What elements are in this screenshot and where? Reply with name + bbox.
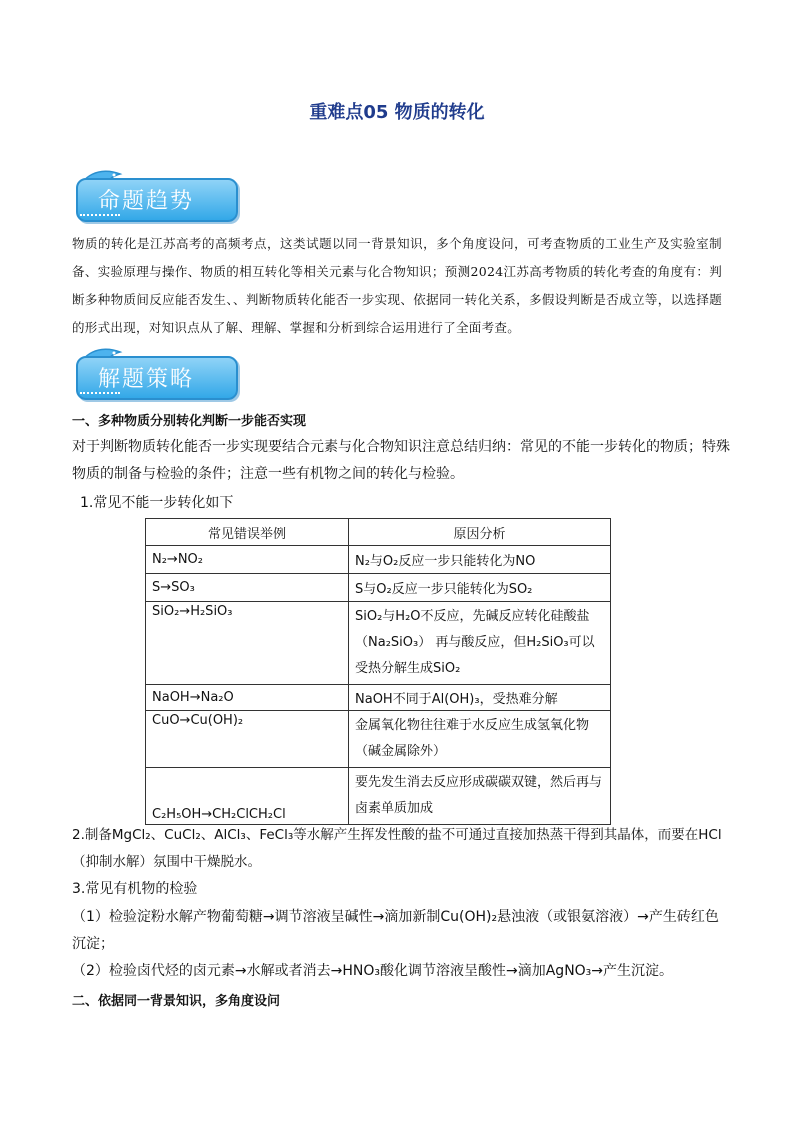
table-row (146, 711, 611, 768)
table-cell: NaOH→Na₂O (146, 685, 349, 711)
table-cell: N₂与O₂反应一步只能转化为NO (349, 546, 611, 574)
table-cell: NaOH不同于Al(OH)₃，受热难分解 (349, 685, 611, 711)
item-3: 3.常见有机物的检验 (72, 881, 198, 897)
item-1: 1.常见不能一步转化如下 (80, 495, 234, 511)
section-heading-2: 二、依据同一背景知识，多角度设问 (72, 994, 281, 1009)
intro-paragraph: 物质的转化是江苏高考的高频考点，这类试题以同一背景知识，多个角度设问，可考查物质的工业生产及实验室制备、实验原理与操作、物质的相互转化等相关元素与化合物知识；预测2024江苏高考物质的转化考查的角度有：判断多种物质间反应能否发生、、判断物质转化能否一步实现、依据同一转化关系，多假设判断是否成立等，以选择题的形式出现，对知识点从了解、理解、掌握和分析到综合运用进行了全面考查。 (72, 236, 722, 335)
section1-text: 对于判断物质转化能否一步实现要结合元素与化合物知识注意总结归纳：常见的不能一步转化的物质；特殊物质的制备与检验的条件；注意一些有机物之间的转化与检验。 (72, 439, 730, 482)
item-2: 2.制备MgCl₂、CuCl₂、AlCl₃、FeCl₃等水解产生挥发性酸的盐不可通过直接加热蒸干得到其晶体，而要在HCl（抑制水解）氛围中干燥脱水。 (72, 827, 722, 870)
conversion-table (145, 518, 611, 825)
table-cell: S与O₂反应一步只能转化为SO₂ (349, 574, 611, 602)
banner-strategy (70, 342, 240, 398)
table-cell: SiO₂→H₂SiO₃ (146, 602, 349, 685)
table-header: 常见错误举例 (146, 519, 349, 546)
table-row (146, 574, 611, 602)
banner-label: 解题策略 (98, 367, 195, 392)
table-row (146, 768, 611, 825)
table-cell: SiO₂与H₂O不反应，先碱反应转化硅酸盐（Na₂SiO₃） 再与酸反应，但H₂SiO₃可以受热分解生成SiO₂ (349, 602, 611, 685)
item-3-1: （1）检验淀粉水解产物葡萄糖→调节溶液呈碱性→滴加新制Cu(OH)₂悬浊液（或银氨溶液）→产生砖红色沉淀； (72, 909, 719, 952)
banner-trend (70, 164, 240, 220)
page-title: 重难点05 物质的转化 (309, 102, 485, 123)
table-row (146, 602, 611, 685)
banner-label: 命题趋势 (98, 189, 195, 214)
table-cell: C₂H₅OH→CH₂ClCH₂Cl (146, 768, 349, 825)
table-row (146, 546, 611, 574)
table-row (146, 685, 611, 711)
table-cell: CuO→Cu(OH)₂ (146, 711, 349, 768)
table-cell: N₂→NO₂ (146, 546, 349, 574)
section-heading-1: 一、多种物质分别转化判断一步能否实现 (72, 414, 307, 429)
item-3-2: （2）检验卤代烃的卤元素→水解或者消去→HNO₃酸化调节溶液呈酸性→滴加AgNO₃→产生沉淀。 (72, 963, 674, 979)
table-cell: 要先发生消去反应形成碳碳双键，然后再与卤素单质加成 (349, 768, 611, 825)
table-cell: S→SO₃ (146, 574, 349, 602)
table-header: 原因分析 (349, 519, 611, 546)
table-cell: 金属氧化物往往难于水反应生成氢氧化物（碱金属除外） (349, 711, 611, 768)
